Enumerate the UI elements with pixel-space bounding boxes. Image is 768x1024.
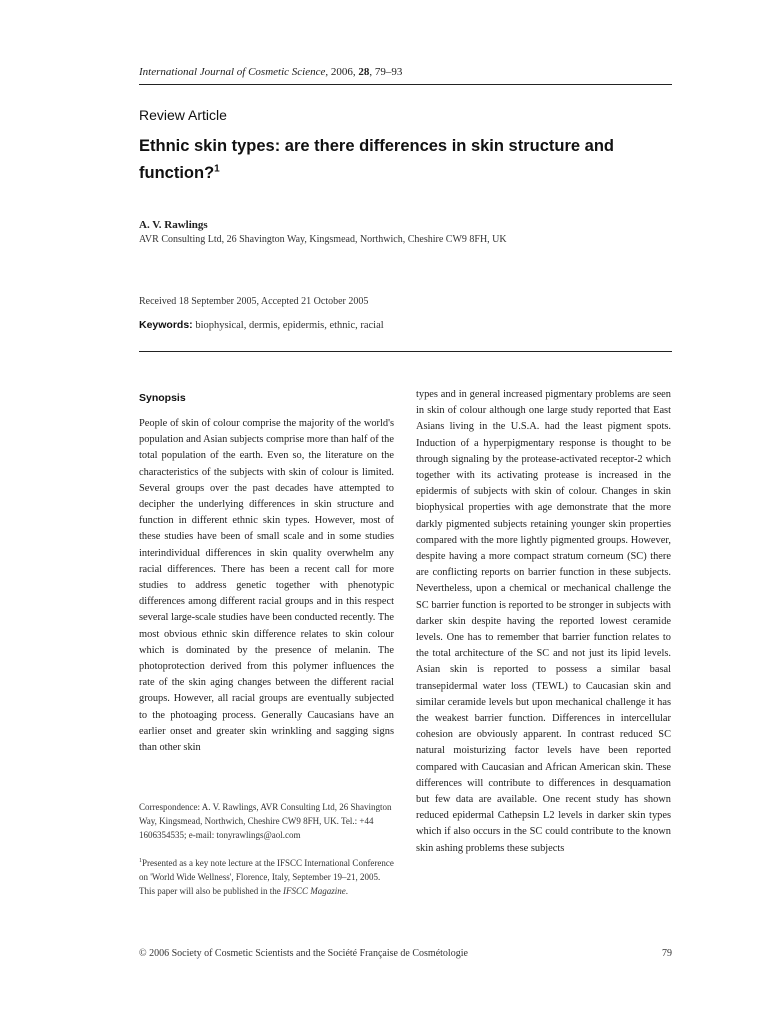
keywords: [139, 319, 384, 331]
keywords-value: biophysical, dermis, epidermis, ethnic, racial: [195, 320, 384, 331]
journal-year: , 2006,: [325, 66, 359, 78]
presented-note-end: .: [345, 886, 348, 896]
correspondence-note: Correspondence: A. V. Rawlings, AVR Consulting Ltd, 26 Shavington Way, Kingsmead, Northwich, Cheshire CW9 8FH, UK. Tel.: +44 1606354535; e-mail: tonyrawlings@aol.com: [139, 802, 392, 840]
journal-name: International Journal of Cosmetic Science: [139, 66, 326, 78]
page-number: 79: [662, 948, 672, 959]
synopsis-paragraph-left: People of skin of colour comprise the majority of the world's population and Asian subjects comprise more than half of the total population of the earth. Even so, the literature on the characteristics of the subjects with skin of colour is limited. Several groups over the past decades have attempted to decipher the underlying differences in skin structure and function in different ethnic skin types. However, most of these studies have been of small scale and in some studies interindividual differences in skin quality overwhelm any racial differences. There has been a recent call for more studies to address genetic together with phenotypic differences among different racial groups and in this respect several large-scale studies have been conducted recently. The most obvious ethnic skin difference relates to skin colour which is dominated by the presence of melanin. The photoprotection derived from this polymer influences the rate of the skin aging changes between the different racial groups. However, all racial groups are eventually subjected to the photoaging process. Generally Caucasians have an earlier onset and greater skin wrinkling and sagging signs than other skin: [139, 418, 394, 754]
presented-note: [139, 854, 397, 898]
received-dates: Received 18 September 2005, Accepted 21 October 2005: [139, 296, 369, 307]
presented-note-text: Presented as a key note lecture at the IFSCC International Conference on 'World Wide Wellness', Florence, Italy, September 19–21, 2005. This paper will also be published in the: [139, 858, 394, 896]
presented-note-mark: 1: [139, 858, 142, 864]
synopsis-paragraph-right: types and in general increased pigmentary problems are seen in skin of colour although one large study reported that East Asians living in the U.S.A. had the least pigment spots. Induction of a hyperpigmentary response is thought to be through signaling by the protease-activated receptor-2 which together with its activating protease is increased in the epidermis of subjects with skin of colour. Changes in skin biophysical properties with age demonstrate that the more darkly pigmented subjects retaining younger skin properties compared with the more lightly pigmented groups. However, despite having a more compact stratum corneum (SC) there are conflicting reports on barrier function in these subjects. Nevertheless, upon a chemical or mechanical challenge the SC barrier function is reported to be stronger in subjects with darker skin despite having the reported lowest ceramide levels. One has to remember that barrier function relates to the total architecture of the SC and not just its lipid levels. Asian skin is reported to possess a similar basal transepidermal water loss (TEWL) to Caucasian skin and similar ceramide levels but upon mechanical challenge it has the weakest barrier function. Differences in intercellular cohesion are obviously apparent. In contrast reduced SC natural moisturizing factor levels have been reported compared with Caucasian and African American skin. These differences will contribute to differences in desquamation but few data are available. One recent study has shown reduced epidermal Cathepsin L2 levels in darker skin types which if also occurs in the SC could contribute to the known skin ashing problems these subjects: [416, 389, 671, 854]
journal-citation: [139, 66, 402, 78]
footnotes: [139, 800, 397, 910]
right-column: [416, 387, 671, 857]
keywords-label: Keywords:: [139, 319, 193, 331]
synopsis-heading: Synopsis: [139, 392, 186, 404]
page-footer: [139, 948, 672, 959]
author-name: A. V. Rawlings: [139, 219, 208, 231]
presented-note-magazine: IFSCC Magazine: [282, 886, 346, 896]
left-column: [139, 390, 394, 756]
copyright-notice: © 2006 Society of Cosmetic Scientists and the Société Française de Cosmétologie: [139, 948, 468, 959]
article-type: Review Article: [139, 107, 227, 123]
journal-volume: 28: [358, 66, 370, 78]
article-title-text: Ethnic skin types: are there differences in skin structure and function?: [139, 137, 614, 182]
article-title: [139, 133, 659, 187]
header-rule: [139, 84, 672, 85]
title-footnote-mark: 1: [214, 163, 220, 175]
section-rule: [139, 351, 672, 352]
author-affiliation: AVR Consulting Ltd, 26 Shavington Way, Kingsmead, Northwich, Cheshire CW9 8FH, UK: [139, 234, 507, 245]
journal-pages: , 79–93: [369, 66, 403, 78]
